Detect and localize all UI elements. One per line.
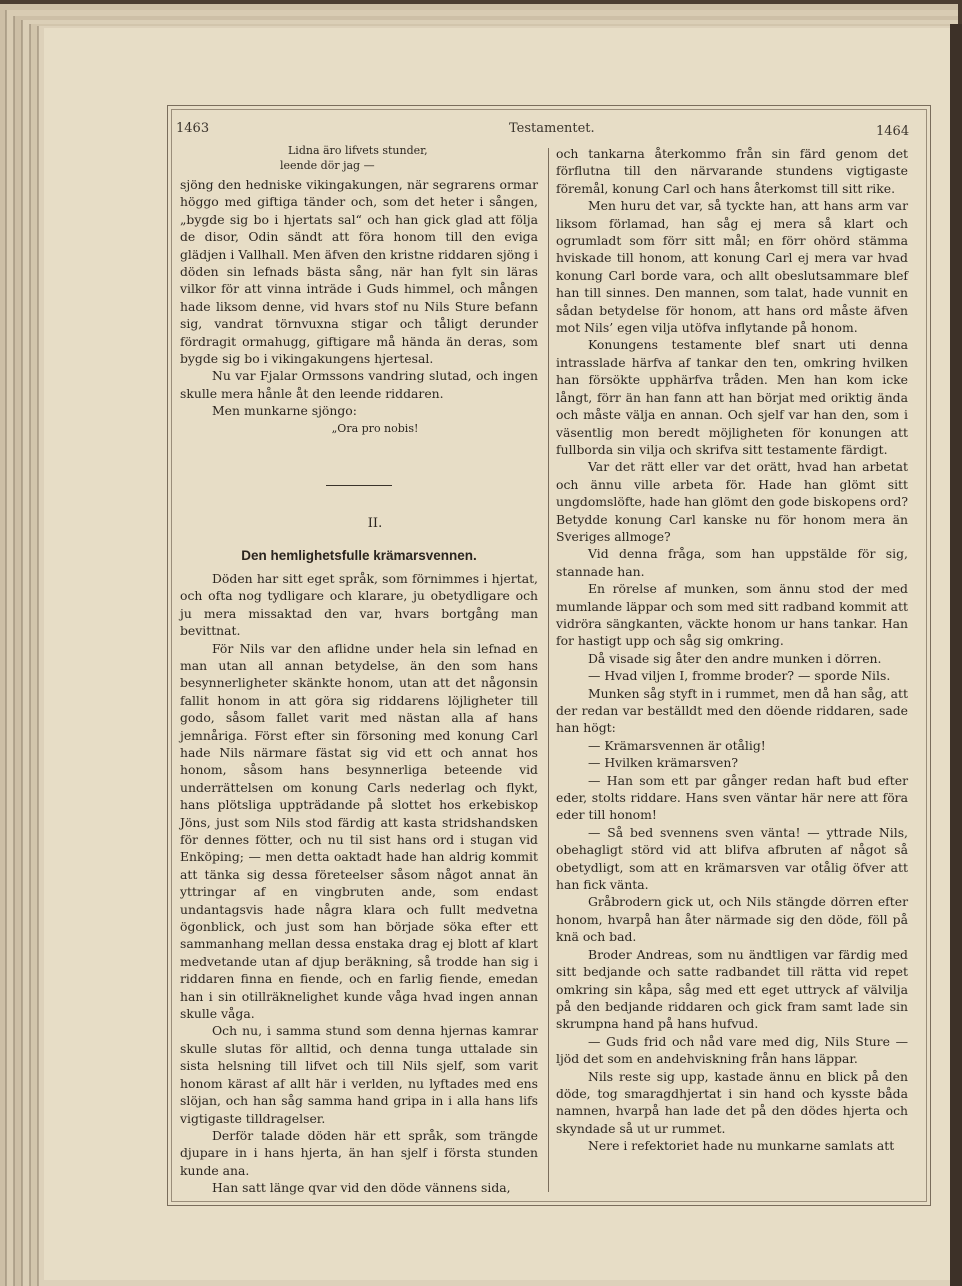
right-column <box>556 145 908 1155</box>
section-number: II. <box>367 516 383 532</box>
paragraph: För Nils var den aflidne under hela sin lefnad en man utan all annan betydelse, än den som hans besynnerligheter skänkte honom, utan att det någonsin fallit honom in att göra sig riddarens löjligheter till godo, såsom fallet varit med nästan alla af hans jemnåriga. Först efter sin försoning med konung Carl hade Nils närmare fästat sig vid ett och annat hos honom, såsom hans besynnerliga beteende vid underrättelsen om konung Carls nederlag och flykt, hans plötsliga uppträdande på slottet hos erkebiskop Jöns, just som Nils stod färdig att kasta stridshandsken för dennes fötter, och nu til sist hans ord i stugan vid Enköping; — men detta oaktadt hade han aldrig kommit att tänka sig dessa företeelser såsom något annat än yttringar af en vingbruten ande, som endast undantagsvis hade några klara och fullt medvetna ögonblick, och just som han började söka efter ett sammanhang mellan dessa enstaka drag ej blott af klart medvetande utan af djup beräkning, så trodde han sig i riddaren finna en fiende, och en farlig fiende, emedan han i sin otillräknelighet kunde våga hvad ingen annan skulle våga. <box>180 640 538 1022</box>
paragraph: Derför talade döden här ett språk, som trängde djupare in i hans hjerta, än han sjelf i första stunden kunde ana. <box>180 1127 538 1178</box>
dialogue-line: — Krämarsvennen är otålig! <box>588 737 766 753</box>
paragraph: Han satt länge qvar vid den döde vännens sida, <box>212 1180 511 1196</box>
paragraph: Men huru det var, så tyckte han, att hans arm var liksom förlamad, han såg ej mera så klart och ogrumladt som förr sitt mål; en förr ohörd stämma hviskade till honom, att konung Carl ej mera var hvad konung Carl borde vara, och allt obeslutsammare blef han till sinnes. Den mannen, som talat, hade vunnit en sådan betydelse för honom, att hans ord måste äfven mot Nils’ egen vilja utöfva inflytande på honom. <box>556 198 908 336</box>
paragraph: Gråbrodern gick ut, och Nils stängde dörren efter honom, hvarpå han åter närmade sig den döde, föll på knä och bad. <box>556 894 908 945</box>
paragraph: Men munkarne sjöngo: <box>212 403 357 419</box>
paragraph: Konungens testamente blef snart uti denna intrasslade härfva af tankar den ten, omkring hvilken han försökte upphärfva tråden. Men han kom icke långt, förr än han fann att han börjat med oriktig ända och måste välja en annan. Och sjelf var han den, som i väsentlig mon beredt möjligheten för konungen att fullborda sin vilja och skrifva sitt testamente färdigt. <box>556 337 908 457</box>
running-title: Testamentet. <box>509 121 595 136</box>
right-page-number: 1464 <box>876 124 910 139</box>
paragraph: Nu var Fjalar Ormssons vandring slutad, och ingen skulle mera hånle åt den leende riddaren. <box>180 368 538 401</box>
column-divider <box>548 148 549 1192</box>
dialogue-line: — Hvilken krämarsven? <box>588 755 739 771</box>
paragraph: Nils reste sig upp, kastade ännu en blick på den döde, tog smaragdhjertat i sin hand och kysste båda namnen, hvarpå han lade det på den dödes hjerta och skyndade så ut ur rummet. <box>556 1068 908 1136</box>
paragraph: Döden har sitt eget språk, som förnimmes i hjertat, och ofta nog tydligare och klarare, ju obetydligare och ju mera missaktad den var, hvars bortgång man bevittnat. <box>180 570 538 639</box>
dialogue-line: — Hvad viljen I, fromme broder? — sporde Nils. <box>588 668 891 684</box>
poem <box>280 143 538 173</box>
paragraph: Broder Andreas, som nu ändtligen var färdig med sitt bedjande och satte radbandet till rätta vid repet omkring sin kåpa, såg med ett eget uttryck af välvilja på den bedjande riddaren och gick fram samt lade sin skrumpna hand på hans hufvud. <box>556 946 908 1032</box>
section-title: Den hemlighetsfulle krämarsvennen. <box>241 547 477 563</box>
poem-line: Lidna äro lifvets stunder, <box>288 144 428 157</box>
dialogue-line: — Guds frid och nåd vare med dig, Nils Sture — ljöd det som en andehviskning från hans läppar. <box>556 1033 908 1067</box>
paragraph: sjöng den hedniske vikingakungen, när segrarens ormar höggo med giftiga tänder och, som det heter i sången, „bygde sig bo i hjertats sal“ och han gick glad att följa de disor, Odin sändt att föra honom till den eviga glädjen i Vallhall. Men äfven den kristne riddaren sjöng i döden sin lefnads bästa sång, när han fylt sin läras vilkor för att vinna inträde i Guds himmel, och mången hade liksom denne, vid hvars stof nu Nils Sture befann sig, vandrat törnvuxna stigar och tåligt derunder fördragit ormahugg, giftigare må hända än deras, som bygde sig bo i vikingakungens hjertesal. <box>180 177 538 367</box>
paragraph: Nere i refektoriet hade nu munkarne samlats att <box>588 1138 895 1154</box>
poem-line: leende dör jag — <box>280 159 375 172</box>
section-divider <box>326 485 392 486</box>
paragraph: Vid denna fråga, som han uppstälde för sig, stannade han. <box>556 546 908 579</box>
paragraph: och tankarna återkommo från sin färd genom det förflutna till den närvarande stundens vigtigaste föremål, konung Carl och hans återkomst till sitt rike. <box>556 146 908 196</box>
chant-line: „Ora pro nobis! <box>331 421 419 435</box>
dialogue-line: — Så bed svennens sven vänta! — yttrade Nils, obehagligt störd vid att blifva afbruten af något så obetydligt, som att en krämarsven var otålig öfver att han fick vänta. <box>556 824 908 893</box>
dialogue-line: — Han som ett par gånger redan haft bud efter eder, stolts riddare. Hans sven väntar här nere att föra eder till honom! <box>556 772 908 823</box>
paragraph: En rörelse af munken, som ännu stod der med mumlande läppar och som med sitt radband kommit att vidröra sängkanten, väckte honom ur hans tankar. Han for hastigt upp och såg sig omkring. <box>556 581 908 649</box>
paragraph: Då visade sig åter den andre munken i dörren. <box>588 650 882 666</box>
left-column <box>180 143 538 1197</box>
paragraph: Och nu, i samma stund som denna hjernas kamrar skulle slutas för alltid, och denna tunga uttalade sin sista helsning till lifvet och till Nils sjelf, som varit honom kärast af allt här i verlden, nu lyftades med ens slöjan, och han såg samma hand gripa in i alla hans lifs vigtigaste tilldragelser. <box>180 1023 538 1126</box>
left-page-number: 1463 <box>176 121 210 136</box>
paragraph: Munken såg styft in i rummet, men då han såg, att der redan var beställdt med den döende riddaren, sade han högt: <box>556 685 908 736</box>
paragraph: Var det rätt eller var det orätt, hvad han arbetat och ännu ville arbeta för. Hade han glömt sitt ungdomslöfte, hade han glömt den gode biskopens ord? Betydde konung Carl kanske nu för honom mera än Sveriges allmoge? <box>556 459 908 544</box>
